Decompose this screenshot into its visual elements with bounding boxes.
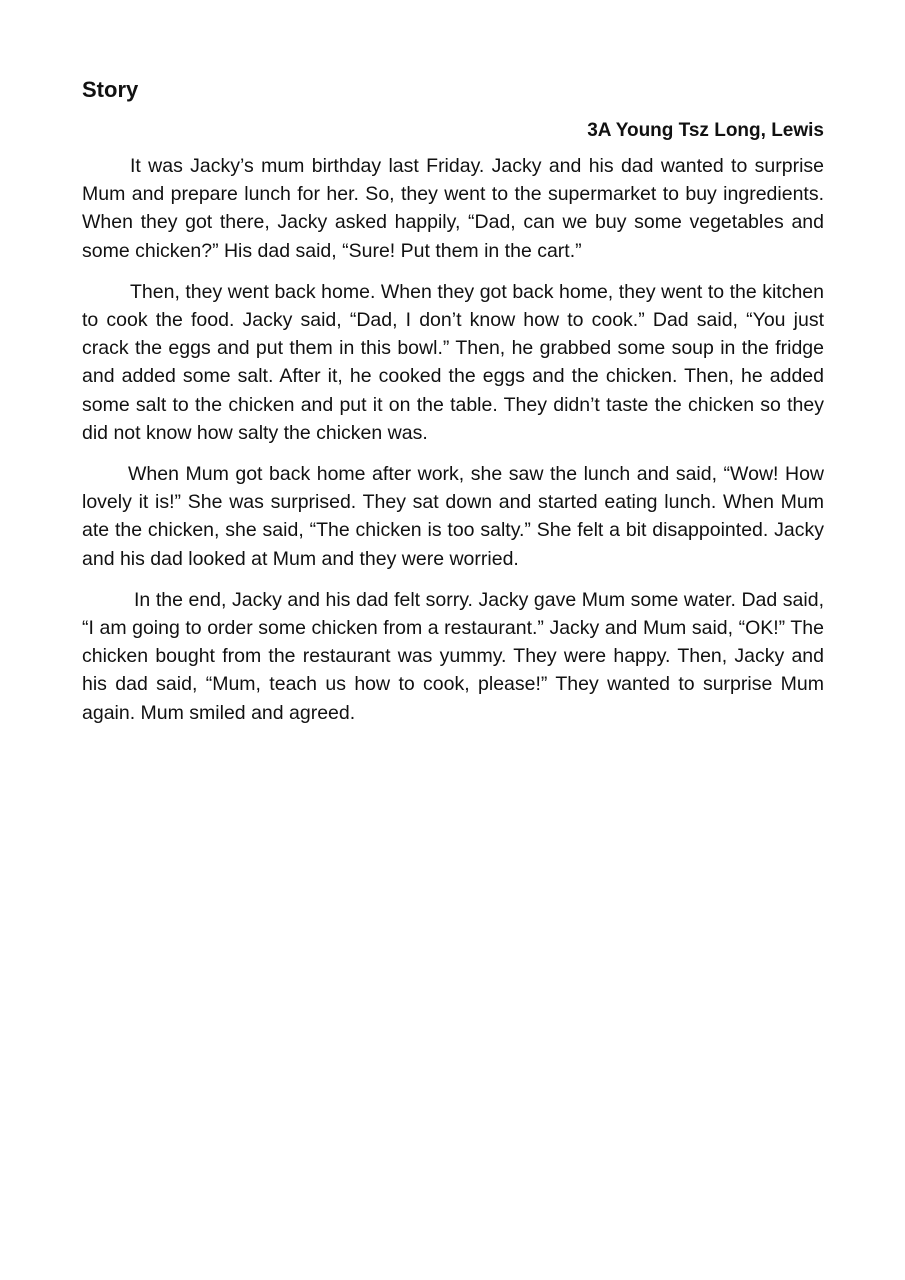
story-paragraph-3: When Mum got back home after work, she saw the lunch and said, “Wow! How lovely it is!” She was surprised. They sat down and started eating lunch. When Mum ate the chicken, she said, “The chicken is too salty.” She felt a bit disappointed. Jacky and his dad looked at Mum and they were worried. bbox=[82, 463, 824, 570]
document-heading: Story bbox=[82, 77, 139, 102]
story-paragraph-2: Then, they went back home. When they got back home, they went to the kitchen to cook the food. Jacky said, “Dad, I don’t know how to cook.” Dad said, “You just crack the eggs and put them in this bowl.” Then, he grabbed some soup in the fridge and added some salt. After it, he cooked the eggs and the chicken. Then, he added some salt to the chicken and put it on the table. They didn’t taste the chicken so they did not know how salty the chicken was. bbox=[82, 280, 824, 444]
author-line: 3A Young Tsz Long, Lewis bbox=[587, 120, 824, 141]
document-page bbox=[82, 76, 824, 740]
story-paragraph-4: In the end, Jacky and his dad felt sorry. Jacky gave Mum some water. Dad said, “I am going to order some chicken from a restaurant.” Jacky and Mum said, “OK!” The chicken bought from the restaurant was yummy. They were happy. Then, Jacky and his dad said, “Mum, teach us how to cook, please!” They wanted to surprise Mum again. Mum smiled and agreed. bbox=[82, 588, 824, 724]
story-paragraph-1: It was Jacky’s mum birthday last Friday. Jacky and his dad wanted to surprise Mum and prepare lunch for her. So, they went to the supermarket to buy ingredients. When they got there, Jacky asked happily, “Dad, can we buy some vegetables and some chicken?” His dad said, “Sure! Put them in the cart.” bbox=[82, 155, 824, 262]
